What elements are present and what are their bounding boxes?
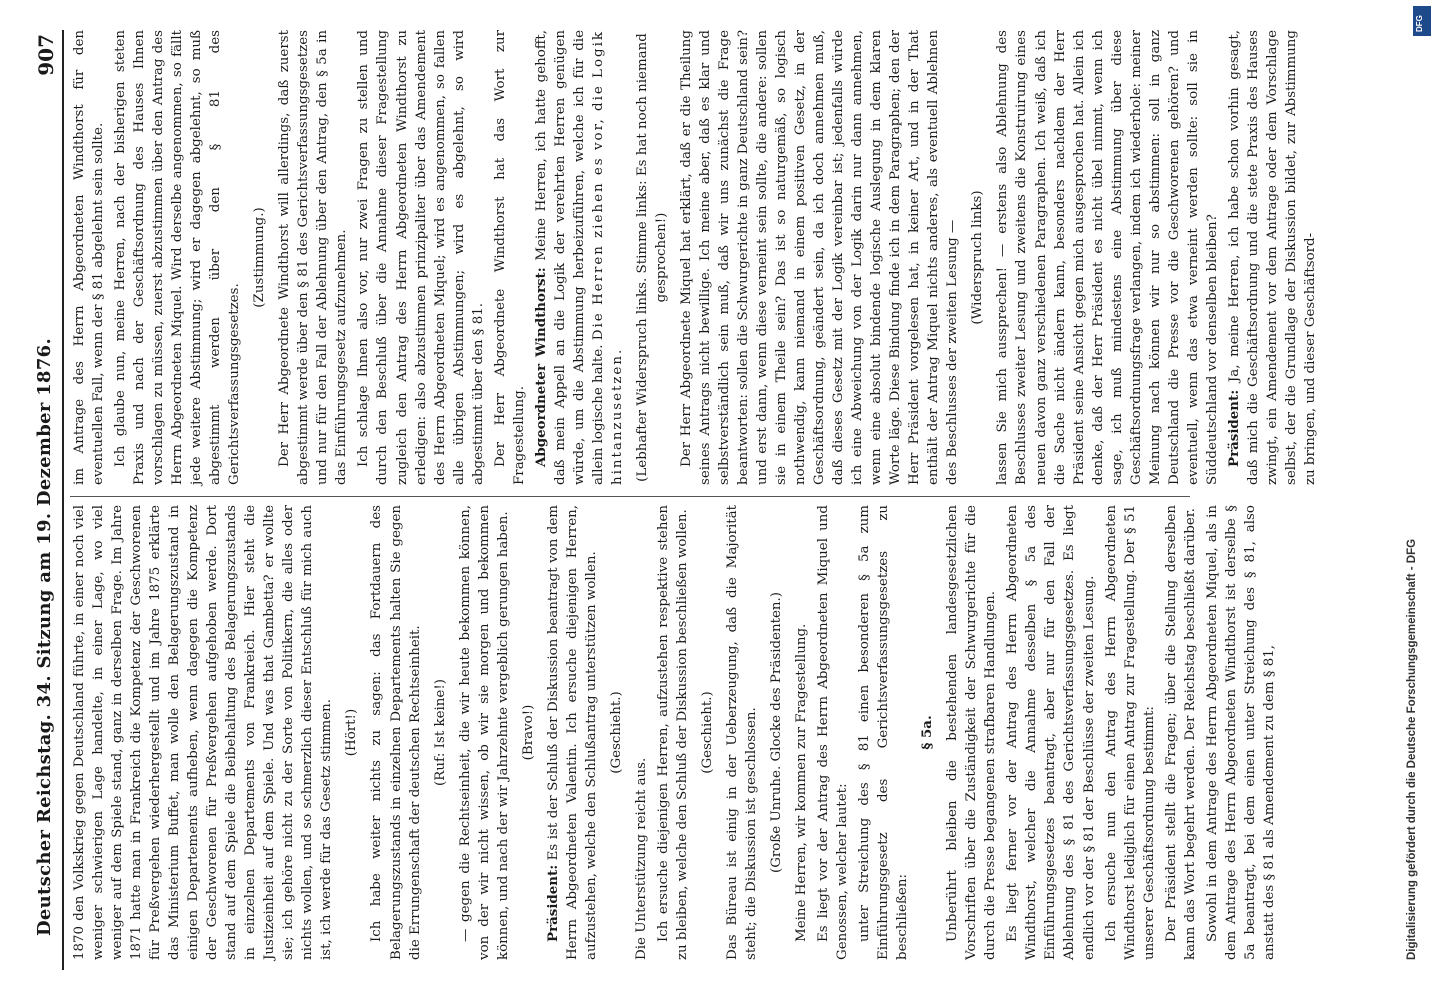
paragraph: Der Herr Abgeordnete Miquel hat erklärt, daß er die Theilung seines Antrags nicht bewillige. Ich meine aber, daß es klar und selbstverständlich sein muß, daß wir uns zunächst die Frage beantworten: sollen die Schwurgerichte in ganz Deutschland sein? und erst dann, wenn diese verneint sein sollte, die andere: sollen sie in einem Theile sein? Das ist so naturgemäß, so logisch nothwendig, kann niemand in einem positiven Gesetz, in der Geschäftsordnung, geändert sein, da ich doch annehmen muß, daß dieses Gesetz mit der Logik vereinbar ist; jedenfalls würde ich eine Abweichung von der Logik darin nur dann annehmen, wenn eine absolut bindende logische Auslegung in dem klaren Worte läge. Diese Bindung finde ich in dem Paragraphen; den der Herr Präsident vorgelesen hat, in keiner Art, und in der That enthält der Antrag Miquel nichts anderes, als eventuell Ablehnen des Beschlusses der zweiten Lesung — <box>678 29 961 485</box>
paragraph: Der Herr Abgeordnete Windthorst will allerdings, daß zuerst abgestimmt werde über den § 81 des Gerichtsverfassungsgesetzes und nur für den Fall der Ablehnung über den Antrag, den § 5a in das Einführungsgesetz aufzunehmen. <box>277 30 350 485</box>
interjection: (Lebhafter Widerspruch links. Stimme links: Es hat noch niemand gesprochen!) <box>634 33 669 482</box>
interjection: (Zustimmung.) <box>252 207 268 308</box>
paragraph: — gegen die Rechtseinheit, die wir heute bekommen können, von der wir nicht wissen, ob wir sie morgen und bekommen können, und nach der wir Jahrzehnte vergeblich gerungen haben. <box>457 505 511 960</box>
dfg-logo <box>1413 6 1431 36</box>
speaker-paragraph <box>532 30 627 485</box>
header-rule <box>62 30 64 970</box>
speaker-paragraph <box>544 505 601 960</box>
paragraph: Der Herr Abgeordnete Windthorst hat das Wort zur Fragestellung. <box>492 30 527 485</box>
paragraph: Meine Herren, wir kommen zur Fragestellung. <box>794 623 810 942</box>
speaker-name: Präsident: <box>1225 389 1242 467</box>
page-title: Deutscher Reichstag. 34. Sitzung am 19. Dezember 1876. <box>34 337 55 936</box>
digitization-note <box>1406 60 1424 1000</box>
page-number: 907 <box>34 34 58 76</box>
paragraph: 1870 den Volkskrieg gegen Deutschland führte, in einer noch viel weniger schwierigen Lage handelte, in einer Lage, wo viel weniger auf dem Spiele stand, ganz in derselben Frage. Im Jahre 1871 hatte man in Frankreich die Kompetenz der Geschworenen für Preßvergehen wiederhergestellt und im Jahre 1875 erklärte das Ministerium Buffet, man wolle den Belagerungszustand in einigen Departements aufheben, wenn dagegen die Kompetenz der Geschworenen für Preßvergehen aufgehoben werde. Dort stand auf dem Spiele die Beibehaltung des Belagerungszustands in einzelnen Departements von Frankreich. Hier steht die Justizeinheit auf dem Spiele. Und was that Gambetta? er wollte sie; ich gehöre nicht zu der Sorte von Politikern, die alles oder nichts wollen, und so schmerzlich dieser Entschluß für mich auch ist, ich werde für das Gesetz stimmen. <box>72 505 335 960</box>
speaker-name: Abgeordneter Windthorst: <box>532 267 549 467</box>
quoted-paragraph: Unberührt bleiben die bestehenden landesgesetzlichen Vorschriften über die Zuständigkeit der Schwurgerichte für die durch die Presse begangenen strafbaren Handlungen. <box>945 505 999 960</box>
paragraph: Ich schlage Ihnen also vor, nur zwei Fragen zu stellen und durch den Beschluß über die Annahme dieser Fragestellung zugleich den Antrag des Herrn Abgeordneten Windthorst zu erledigen: also abzustimmen prinzipaliter über das Amendement des Herrn Abgeordneten Miquel; wird es angenommen, so fallen alle übrigen Abstimmungen; wird es abgelehnt, so wird abgestimmt über den § 81. <box>356 30 486 485</box>
speech-text: Meine Herren, ich hatte gehofft, daß mein Appell an die Logik der verehrten Herren genügen würde, um die Abstimmung herbeizuführen, welche ich für die allein logische halte. <box>533 30 606 485</box>
left-column <box>70 505 1277 960</box>
interjection: (Bravo!) <box>520 704 536 761</box>
paragraph: lassen Sie mich aussprechen! — erstens also Ablehnung des Beschlusses zweiter Lesung und zweitens die Konstruirung eines neuen davon ganz verschiedenen Paragraphen. Ich weiß, daß ich die Sache nicht ändern kann, besonders nachdem der Herr Präsident seine Ansicht gegen mich ausgesprochen hat. Allein ich denke, daß der Herr Präsident es nicht übel nimmt, wenn ich sage, ich muß mindestens eine Abstimmung über diese Geschäftsordnungsfrage verlangen, indem ich wiederhole: meiner Meinung nach können wir nur so abstimmen: soll in ganz Deutschland die Presse vor die Geschworenen gehören? und eventuell, wenn das etwa verneint werden sollte: soll sie in Süddeutschland vor denselben bleiben? <box>995 30 1220 485</box>
paragraph: Ich habe weiter nichts zu sagen: das Fortdauern des Belagerungszustands in einzelnen Departements halten Sie gegen die Errungenschaft der deutschen Rechtseinheit. <box>369 505 423 960</box>
paragraph: Das Büreau ist einig in der Ueberzeugung, daß die Majorität steht; die Diskussion ist geschlossen. <box>724 505 759 960</box>
digitization-note-text: Digitalisierung gefördert durch die Deutsche Forschungsgemeinschaft - DFG <box>1406 538 1418 960</box>
quoted-motion: unter Streichung des § 81 einen besonderen § 5a zum Einführungsgesetz des Gerichtsverfassungsgesetzes zu beschließen: <box>857 505 911 960</box>
interjection: (Hört!) <box>344 708 360 757</box>
paragraph: Es liegt ferner vor der Antrag des Herrn Abgeordneten Windthorst, welcher die Annahme desselben § 5a des Einführungsgesetzes beantragt, aber nur für den Fall der Ablehnung des § 81 des Gerichtsverfassungsgesetzes. Es liegt endlich vor der § 81 der Beschlüsse der zweiten Lesung. <box>1005 505 1097 960</box>
speech-text: Ja, meine Herren, ich habe schon vorhin gesagt, daß mich die Geschäftsordnung und die stete Praxis des Hauses zwingt, ein Amendement vor dem Antrage oder dem Vorschlage selbst, der die Grundlage der Diskussion bildet, zur Abstimmung zu bringen, und dieser Geschäftsord- <box>1226 30 1318 485</box>
section-heading: § 5a. <box>919 715 936 750</box>
quoted-paragraph: Der Präsident stellt die Fragen; über die Stellung derselben kann das Wort begehrt werden. Der Reichstag beschließt darüber. <box>1163 505 1198 960</box>
page-header <box>30 26 64 976</box>
paragraph: Es liegt vor der Antrag des Herrn Abgeordneten Miquel und Genossen, welcher lautet: <box>816 505 851 960</box>
right-column <box>70 29 1318 485</box>
column-divider <box>70 496 1190 497</box>
spaced-text: Die Herren ziehen es vor, die Logik hintanzusetzen. <box>590 30 625 485</box>
paragraph: Die Unterstützung reicht aus. <box>633 757 649 960</box>
speech-text: Es ist der Schluß der Diskussion beantragt von dem Herrn Abgeordneten Valentin. Ich ersuche diejenigen Herren, aufzustehen, welche den Schlußantrag unterstützen wollen. <box>545 505 599 960</box>
interjection: (Geschieht.) <box>699 691 715 774</box>
interjection: (Große Unruhe. Glocke des Präsidenten.) <box>769 591 785 874</box>
paragraph: Ich ersuche nun den Antrag des Herrn Abgeordneten Windthorst lediglich für einen Antrag zur Fragestellung. Der § 51 unserer Geschäftsordnung bestimmt: <box>1103 505 1157 960</box>
speaker-paragraph <box>1225 30 1320 485</box>
paragraph: Ich glaube nun, meine Herren, nach der bisherigen steten Praxis und nach der Geschäftsordnung des Hauses Ihnen vorschlagen zu müssen, zuerst abzustimmen über den Antrag des Herrn Abgeordneten Miquel. Wird derselbe angenommen, so fällt jede weitere Abstimmung; wird er dagegen abgelehnt, so muß abgestimmt werden über den § 81 des Gerichtsverfassungsgesetzes. <box>113 30 243 485</box>
interjection: (Widerspruch links) <box>970 190 986 325</box>
dfg-logo-text: DFG <box>1415 15 1424 32</box>
interjection: (Geschieht.) <box>608 691 624 774</box>
paragraph: Ich ersuche diejenigen Herren, aufzustehen respektive stehen zu bleiben, welche den Schluß der Diskussion beschließen wollen. <box>655 505 690 960</box>
speaker-name: Präsident: <box>544 864 561 942</box>
paragraph: im Antrage des Herrn Abgeordneten Windthorst für den eventuellen Fall, wenn der § 81 abgelehnt sein sollte. <box>72 30 107 485</box>
interjection: (Ruf: Ist keine!) <box>432 679 448 786</box>
paragraph: Sowohl in dem Antrage des Herrn Abgeordneten Miquel, als in dem Antrage des Herrn Abgeordneten Windthorst ist derselbe § 5a beantragt, bei dem einen unter Streichung des § 81, also anstatt des § 81 als Amendement zu dem § 81, <box>1204 505 1277 960</box>
